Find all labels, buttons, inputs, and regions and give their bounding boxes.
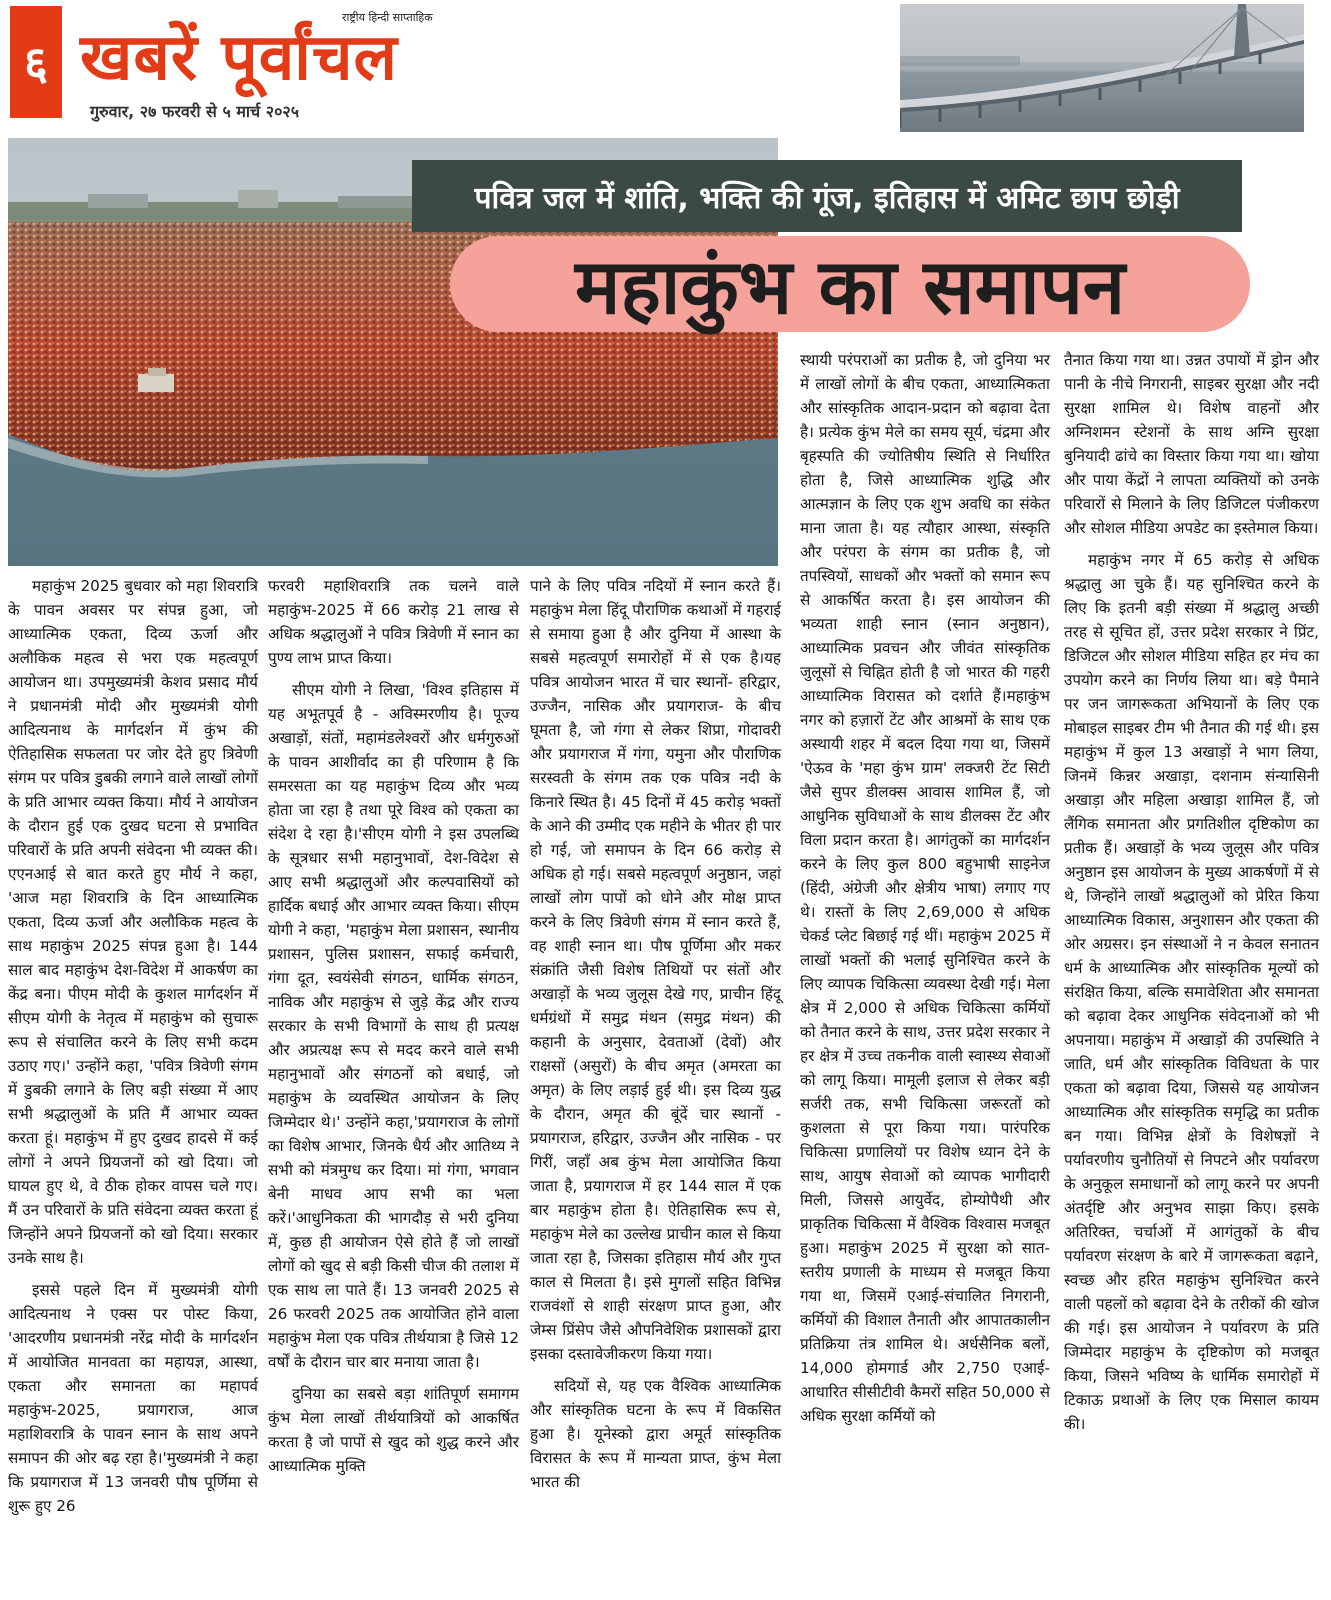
article-column-5 bbox=[1064, 348, 1319, 1444]
sea-bridge-photo bbox=[900, 4, 1304, 132]
paragraph: सीएम योगी ने लिखा, 'विश्व इतिहास में यह अभूतपूर्व है - अविस्मरणीय है। पूज्य अखाड़ों, संतों, महामंडलेश्वरों और धर्मगुरुओं के पावन आशीर्वाद का ही परिणाम है कि समरसता का यह महाकुंभ दिव्य और भव्य होता जा रहा है तथा पूरे विश्व को एकता का संदेश दे रहा है।'सीएम योगी ने इस उपलब्धि के सूत्रधार सभी महानुभावों, देश-विदेश से आए सभी श्रद्धालुओं और कल्पवासियों को हार्दिक बधाई और आभार व्यक्त किया। सीएम योगी ने कहा, 'महाकुंभ मेला प्रशासन, स्थानीय प्रशासन, पुलिस प्रशासन, सफाई कर्मचारी, गंगा दूत, स्वयंसेवी संगठन, धार्मिक संगठन, नाविक और महाकुंभ से जुड़े केंद्र और राज्य सरकार के सभी विभागों के साथ ही प्रत्यक्ष और अप्रत्यक्ष रूप से मदद करने वाले सभी महानुभावों और संगठनों को बधाई, जो महाकुंभ के व्यवस्थित आयोजन के लिए जिम्मेदार थे।' उन्होंने कहा,'प्रयागराज के लोगों का विशेष आभार, जिनके धैर्य और आतिथ्य ने सभी को मंत्रमुग्ध कर दिया। मां गंगा, भगवान बेनी माधव आप सभी का भला करें।'आधुनिकता की भागदौड़ से भरी दुनिया में, कुछ ही आयोजन ऐसे होते हैं जो लाखों लोगों को खुद से बड़ी किसी चीज की तलाश में एक साथ ला पाते हैं। 13 जनवरी 2025 से 26 फरवरी 2025 तक आयोजित होने वाला महाकुंभ मेला एक पवित्र तीर्थयात्रा है जिसे 12 वर्षों के दौरान चार बार मनाया जाता है। bbox=[268, 681, 519, 1371]
headline-kicker: पवित्र जल में शांति, भक्ति की गूंज, इतिहास में अमिट छाप छोड़ी bbox=[412, 160, 1242, 232]
paragraph: इससे पहले दिन में मुख्यमंत्री योगी आदित्यनाथ ने एक्स पर पोस्ट किया, 'आदरणीय प्रधानमंत्री नरेंद्र मोदी के मार्गदर्शन में आयोजित मानवता का महायज्ञ, आस्था, एकता और समानता का महापर्व महाकुंभ-2025, प्रयागराज, आज महाशिवरात्रि के पावन स्नान के साथ अपने समापन की ओर बढ़ रहा है।'मुख्यमंत्री ने कहा कि प्रयागराज में 13 जनवरी पौष पूर्णिमा से शुरू हुए 26 bbox=[8, 1281, 258, 1515]
article-column-4 bbox=[800, 348, 1050, 1436]
paragraph: सदियों से, यह एक वैश्विक आध्यात्मिक और सांस्कृतिक घटना के रूप में विकसित हुआ है। यूनेस्को द्वारा अमूर्त सांस्कृतिक विरासत के रूप में मान्यता प्राप्त, कुंभ मेला भारत की bbox=[530, 1377, 781, 1491]
paragraph: तैनात किया गया था। उन्नत उपायों में ड्रोन और पानी के नीचे निगरानी, साइबर सुरक्षा और नदी सुरक्षा शामिल थे। विशेष वाहनों और अग्निशमन स्टेशनों के साथ अग्नि सुरक्षा बुनियादी ढांचे का विस्तार किया गया था। खोया और पाया केंद्रों ने लापता व्यक्तियों को उनके परिवारों से मिलाने के लिए डिजिटल पंजीकरण और सोशल मीडिया अपडेट का इस्तेमाल किया। bbox=[1064, 351, 1319, 537]
article-column-1 bbox=[8, 574, 258, 1526]
article-column-3 bbox=[530, 574, 781, 1502]
paragraph: महाकुंभ 2025 बुधवार को महा शिवरात्रि के पावन अवसर पर संपन्न हुआ, जो आध्यात्मिक एकता, दिव्य ऊर्जा और अलौकिक महत्व से भरा एक महत्वपूर्ण आयोजन था। उपमुख्यमंत्री केशव प्रसाद मौर्य ने प्रधानमंत्री मोदी और मुख्यमंत्री योगी आदित्यनाथ के मार्गदर्शन में कुंभ की ऐतिहासिक सफलता पर जोर देते हुए त्रिवेणी संगम पर पवित्र डुबकी लगाने वाले लाखों लोगों के प्रति आभार व्यक्त किया। मौर्य ने आयोजन के दौरान हुई एक दुखद घटना से प्रभावित परिवारों के प्रति अपनी संवेदना भी व्यक्त की।एएनआई से बात करते हुए मौर्य ने कहा, 'आज महा शिवरात्रि के दिन आध्यात्मिक एकता, दिव्य ऊर्जा और अलौकिक महत्व के साथ महाकुंभ 2025 संपन्न हुआ है। 144 साल बाद महाकुंभ देश-विदेश में आकर्षण का केंद्र बना। पीएम मोदी के कुशल मार्गदर्शन में सीएम योगी के नेतृत्व में महाकुंभ को सुचारू रूप से संचालित करने के लिए सभी कदम उठाए गए।' उन्होंने कहा, 'पवित्र त्रिवेणी संगम में डुबकी लगाने के लिए बड़ी संख्या में आए सभी श्रद्धालुओं के प्रति मैं आभार व्यक्त करता हूं। महाकुंभ में हुए दुखद हादसे में कई लोगों ने अपने प्रियजनों को खो दिया। जो घायल हुए थे, वे ठीक होकर वापस चले गए। मैं उन परिवारों के प्रति संवेदना व्यक्त करता हूं जिन्होंने अपने प्रियजनों को खो दिया। सरकार उनके साथ है। bbox=[8, 577, 258, 1267]
edition-date: गुरुवार, २७ फरवरी से ५ मार्च २०२५ bbox=[90, 102, 300, 121]
paragraph: महाकुंभ नगर में 65 करोड़ से अधिक श्रद्धालु आ चुके हैं। यह सुनिश्चित करने के लिए कि इतनी बड़ी संख्या में श्रद्धालु अच्छी तरह से सूचित हों, उत्तर प्रदेश सरकार ने प्रिंट, डिजिटल और सोशल मीडिया सहित हर मंच का उपयोग करने का निर्णय लिया था। बड़े पैमाने पर जन जागरूकता अभियानों के लिए एक मोबाइल साइबर टीम भी तैनात की गई थी। इस महाकुंभ में कुल 13 अखाड़ों ने भाग लिया, जिनमें किन्नर अखाड़ा, दशनाम संन्यासिनी अखाड़ा और महिला अखाड़ा शामिल हैं, जो लैंगिक समानता और प्रगतिशील दृष्टिकोण का प्रतीक हैं। अखाड़ों के भव्य जुलूस और पवित्र अनुष्ठान इस आयोजन के मुख्य आकर्षणों में से थे, जिन्होंने लाखों श्रद्धालुओं को प्रेरित किया आध्यात्मिक विकास, अनुशासन और एकता की ओर अग्रसर। इन संस्थाओं ने न केवल सनातन धर्म के आध्यात्मिक और सांस्कृतिक मूल्यों को संरक्षित किया, बल्कि समावेशिता और समानता को बढ़ावा देकर आधुनिक संवेदनाओं को भी अपनाया। महाकुंभ में अखाड़ों की उपस्थिति ने जाति, धर्म और सांस्कृतिक विविधता के पार एकता को बढ़ावा दिया, जिससे यह आयोजन आध्यात्मिक और सांस्कृतिक समृद्धि का प्रतीक बन गया। विभिन्न क्षेत्रों के विशेषज्ञों ने पर्यावरणीय चुनौतियों से निपटने और पर्यावरण के अनुकूल समाधानों को लागू करने पर अपनी अंतर्दृष्टि और अनुभव साझा किए। इसके अतिरिक्त, चर्चाओं में आगंतुकों के बीच पर्यावरण संरक्षण के बारे में जागरूकता बढ़ाने, स्वच्छ और हरित महाकुंभ सुनिश्चित करने वाली पहलों को बढ़ावा देने के तरीकों की खोज की गई। इस आयोजन ने पर्यावरण के प्रति जिम्मेदार महाकुंभ के दृष्टिकोण को मजबूत किया, जिसने भविष्य के धार्मिक समारोहों में टिकाऊ प्रथाओं के लिए एक मिसाल कायम की। bbox=[1064, 551, 1319, 1433]
page-headline: महाकुंभ का समापन bbox=[450, 236, 1250, 332]
newspaper-tagline: राष्ट्रीय हिन्दी साप्ताहिक bbox=[342, 11, 433, 24]
page-number: ६ bbox=[10, 6, 62, 118]
masthead bbox=[0, 0, 1331, 136]
paragraph: दुनिया का सबसे बड़ा शांतिपूर्ण समागम कुंभ मेला लाखों तीर्थयात्रियों को आकर्षित करता है जो पापों से खुद को शुद्ध करने और आध्यात्मिक मुक्ति bbox=[268, 1385, 519, 1475]
paragraph: फरवरी महाशिवरात्रि तक चलने वाले महाकुंभ-2025 में 66 करोड़ 21 लाख से अधिक श्रद्धालुओं ने पवित्र त्रिवेणी में स्नान का पुण्य लाभ प्राप्त किया। bbox=[268, 577, 519, 667]
newspaper-name: खबरें पूर्वांचल bbox=[80, 21, 398, 95]
paragraph: पाने के लिए पवित्र नदियों में स्नान करते हैं। महाकुंभ मेला हिंदू पौराणिक कथाओं में गहराई से समाया हुआ है और दुनिया में आस्था के सबसे महत्वपूर्ण समारोहों में से एक है।यह पवित्र आयोजन भारत में चार स्थानों- हरिद्वार, उज्जैन, नासिक और प्रयागराज- के बीच घूमता है, जो गंगा से लेकर शिप्रा, गोदावरी और प्रयागराज में गंगा, यमुना और पौराणिक सरस्वती के संगम तक एक पवित्र नदी के किनारे स्थित है। 45 दिनों में 45 करोड़ भक्तों के आने की उम्मीद एक महीने के भीतर ही पार हो गई, जो समापन के दिन 66 करोड़ से अधिक हो गई। सबसे महत्वपूर्ण अनुष्ठान, जहां लाखों लोग पापों को धोने और मोक्ष प्राप्त करने के लिए त्रिवेणी संगम में स्नान करते हैं, वह शाही स्नान था। पौष पूर्णिमा और मकर संक्रांति जैसी विशेष तिथियों पर संतों और अखाड़ों के भव्य जुलूस देखे गए, प्राचीन हिंदू धर्मग्रंथों में समुद्र मंथन (समुद्र मंथन) की कहानी के अनुसार, देवताओं (देवों) और राक्षसों (असुरों) के बीच अमृत (अमरता का अमृत) के लिए लड़ाई हुई थी। इस दिव्य युद्ध के दौरान, अमृत की बूंदें चार स्थानों - प्रयागराज, हरिद्वार, उज्जैन और नासिक - पर गिरीं, जहाँ अब कुंभ मेला आयोजित किया जाता है, प्रयागराज में हर 144 साल में एक बार महाकुंभ होता है। ऐतिहासिक रूप से, महाकुंभ मेले का उल्लेख प्राचीन काल से किया जाता रहा है, जिसका इतिहास मौर्य और गुप्त काल से मिलता है। इसे मुगलों सहित विभिन्न राजवंशों से शाही संरक्षण प्राप्त हुआ, और जेम्स प्रिंसेप जैसे औपनिवेशिक प्रशासकों द्वारा इसका दस्तावेजीकरण किया गया। bbox=[530, 577, 781, 1363]
article-column-2 bbox=[268, 574, 519, 1486]
paragraph: स्थायी परंपराओं का प्रतीक है, जो दुनिया भर में लाखों लोगों के बीच एकता, आध्यात्मिकता और सांस्कृतिक आदान-प्रदान को बढ़ावा देता है। प्रत्येक कुंभ मेले का समय सूर्य, चंद्रमा और बृहस्पति की ज्योतिषीय स्थिति से निर्धारित होता है, जिसे आध्यात्मिक शुद्धि और आत्मज्ञान के लिए एक शुभ अवधि का संकेत माना जाता है। यह त्यौहार आस्था, संस्कृति और परंपरा के संगम का प्रतीक है, जो तपस्वियों, साधकों और भक्तों को समान रूप से आकर्षित करता है। इस आयोजन की भव्यता शाही स्नान (स्नान अनुष्ठान), आध्यात्मिक प्रवचन और जीवंत सांस्कृतिक जुलूसों से चिह्नित होती है जो भारत की गहरी आध्यात्मिक विरासत को दर्शाते हैं।महाकुंभ नगर को हज़ारों टेंट और आश्रमों के साथ एक अस्थायी शहर में बदल दिया गया था, जिसमें 'ऐऊव के 'महा कुंभ ग्राम' लक्जरी टेंट सिटी जैसे सुपर डीलक्स आवास शामिल हैं, जो आधुनिक सुविधाओं के साथ डीलक्स टेंट और विला प्रदान करता है। आगंतुकों का मार्गदर्शन करने के लिए कुल 800 बहुभाषी साइनेज (हिंदी, अंग्रेजी और क्षेत्रीय भाषा) लगाए गए थे। रास्तों के लिए 2,69,000 से अधिक चेकर्ड प्लेट बिछाई गई थीं। महाकुंभ 2025 में लाखों भक्तों की भलाई सुनिश्चित करने के लिए व्यापक चिकित्सा व्यवस्था देखी गई। मेला क्षेत्र में 2,000 से अधिक चिकित्सा कर्मियों को तैनात करने के साथ, उत्तर प्रदेश सरकार ने हर क्षेत्र में उच्च तकनीक वाली स्वास्थ्य सेवाओं को लागू किया। मामूली इलाज से लेकर बड़ी सर्जरी तक, सभी चिकित्सा जरूरतों को कुशलता से पूरा किया गया। पारंपरिक चिकित्सा प्रणालियों पर विशेष ध्यान देने के साथ, आयुष सेवाओं को व्यापक भागीदारी मिली, जिससे आयुर्वेद, होम्योपैथी और प्राकृतिक चिकित्सा में वैश्विक विश्वास मजबूत हुआ। महाकुंभ 2025 में सुरक्षा को सात-स्तरीय प्रणाली के माध्यम से मजबूत किया गया था, जिसमें एआई-संचालित निगरानी, कर्मियों की विशाल तैनाती और आपातकालीन प्रतिक्रिया तंत्र शामिल थे। अर्धसैनिक बलों, 14,000 होमगार्ड और 2,750 एआई-आधारित सीसीटीवी कैमरों सहित 50,000 से अधिक सुरक्षा कर्मियों को bbox=[800, 351, 1050, 1425]
